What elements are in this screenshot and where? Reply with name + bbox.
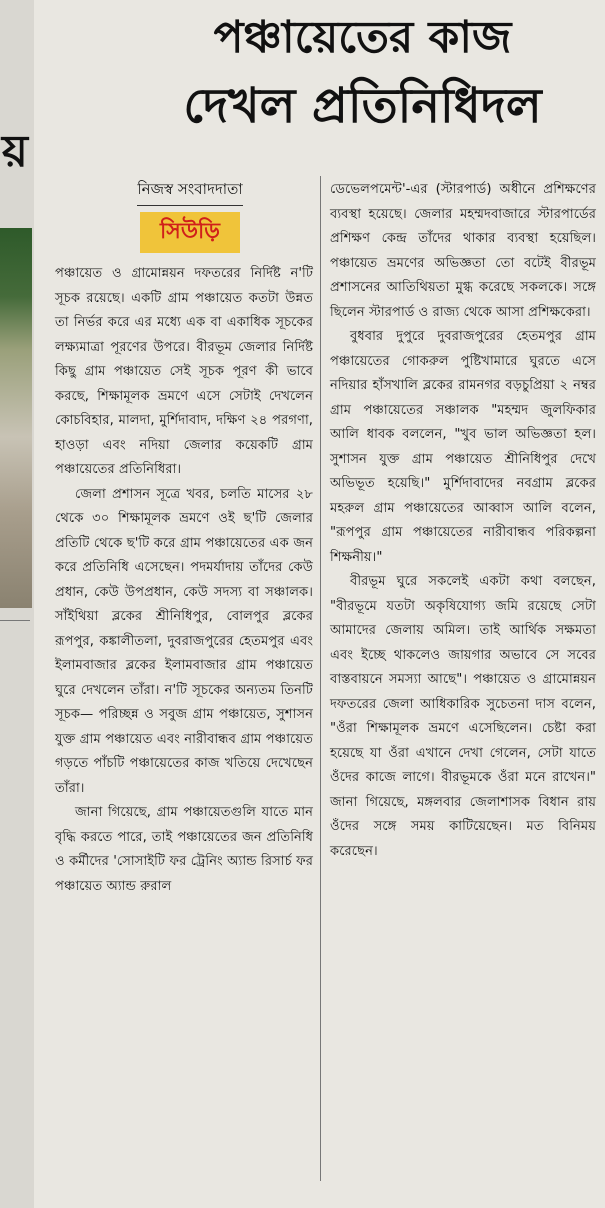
byline (110, 178, 270, 253)
paragraph: জানা গিয়েছে, গ্রাম পঞ্চায়েতগুলি যাতে মান বৃদ্ধি করতে পারে, তাই পঞ্চায়েতের জন প্রতিনিধি ও কর্মীদের 'সোসাইটি ফর ট্রেনিং অ্যান্ড রিসার্চ ফর পঞ্চায়েত অ্যান্ড রুরাল (55, 805, 313, 894)
adjacent-article-strip (0, 0, 34, 1208)
paragraph: বীরভূম ঘুরে সকলেই একটা কথা বলছেন, "বীরভূমে যতটা অকৃষিযোগ্য জমি রয়েছে সেটা আমাদের জেলায় অমিল। তাই আর্থিক সক্ষমতা এবং ইচ্ছে থাকলেও জায়গার অভাবে সে সবের বাস্তবায়নে সমস্যা আছে"। পঞ্চায়েত ও গ্রামোন্নয়ন দফতরের জেলা আধিকারিক সুচেতনা দাস বলেন, "ওঁরা শিক্ষামূলক ভ্রমণে এসেছিলেন। চেষ্টা করা হয়েছে যা ওঁরা এখানে দেখা গেলেন, সেটা যাতে ওঁদের কাজে লাগে। বীরভূমকে ওঁরা মনে রাখেন।" জানা গিয়েছে, মঙ্গলবার জেলাশাসক বিধান রায় ওঁদের সঙ্গে সময় কাটিয়েছেন। মত বিনিময় করেছেন। (330, 574, 596, 859)
paragraph: ডেভেলপমেন্ট'-এর (স্টারপার্ড) অধীনে প্রশিক্ষণের ব্যবস্থা হয়েছে। জেলার মহম্মদবাজারে স্টারপার্ডের প্রশিক্ষণ কেন্দ্র তাঁদের থাকার ব্যবস্থা হয়েছিল। পঞ্চায়েত ভ্রমণের অভিজ্ঞতা তো বটেই বীরভূম প্রশাসনের আতিথিয়তা মুগ্ধ করেছে সকলকে। সঙ্গে ছিলেন স্টারপার্ড ও রাজ্য থেকে আসা প্রশিক্ষকেরা। (330, 182, 596, 320)
adjacent-caption-rule (0, 620, 30, 661)
article-column-right (330, 178, 596, 864)
reporter-credit: নিজস্ব সংবাদদাতা (137, 178, 242, 206)
adjacent-headline-fragment: য় (2, 126, 28, 177)
paragraph: পঞ্চায়েত ও গ্রামোন্নয়ন দফতরের নির্দিষ্ট ন'টি সূচক রয়েছে। একটি গ্রাম পঞ্চায়েত কতটা উন্নত তা নির্ভর করে এর মধ্যে এক বা একাধিক সূচকের লক্ষ্যমাত্রা পূরণের উপরে। বীরভূম জেলার নির্দিষ্ট কিছু গ্রাম পঞ্চায়েত সেই সূচক পূরণ কী ভাবে করছে, শিক্ষামূলক ভ্রমণে এসে সেটাই দেখলেন কোচবিহার, মালদা, মুর্শিদাবাদ, দক্ষিণ ২৪ পরগণা, হাওড়া এবং নদিয়া জেলার কয়েকটি গ্রাম পঞ্চায়েতের প্রতিনিধিরা। (55, 266, 313, 477)
headline-line-2: দেখল প্রতিনিধিদল (183, 78, 542, 134)
paragraph: জেলা প্রশাসন সূত্রে খবর, চলতি মাসের ২৮ থেকে ৩০ শিক্ষামূলক ভ্রমণে ওই ছ'টি জেলার প্রতিটি থেকে ছ'টি করে গ্রাম পঞ্চায়েতের এক জন করে প্রতিনিধি এসেছেন। পদমর্যাদায় তাঁদের কেউ প্রধান, কেউ উপপ্রধান, কেউ সদস্য বা সঞ্চালক। সাঁইথিয়া ব্লকের শ্রীনিধিপুর, বোলপুর ব্লকের রূপপুর, কঙ্কালীতলা, দুবরাজপুরের হেতমপুর এবং ইলামবাজার ব্লকের ইলামবাজার গ্রাম পঞ্চায়েত ঘুরে দেখলেন তাঁরা। ন'টি সূচকের অন্যতম তিনটি সূচক— পরিচ্ছন্ন ও সবুজ গ্রাম পঞ্চায়েত, সুশাসন যুক্ত গ্রাম পঞ্চায়েত এবং নারীবান্ধব গ্রাম পঞ্চায়েত গড়তে পাঁচটি পঞ্চায়েতের কাজ খতিয়ে দেখেছেন তাঁরা। (55, 486, 313, 796)
adjacent-photo (0, 228, 32, 608)
dateline-badge: সিউড়ি (140, 212, 240, 253)
paragraph: বুধবার দুপুরে দুবরাজপুরের হেতমপুর গ্রাম পঞ্চায়েতের গোকরুল পুষ্টিখামারে ঘুরতে এসে নদিয়ার হাঁসখালি ব্লকের রামনগর বড়চুপ্রিয়া ২ নম্বর গ্রাম পঞ্চায়েতের সঞ্চালক "মহম্মদ জুলফিকার আলি ধাবক বললেন, "খুব ভাল অভিজ্ঞতা হল। সুশাসন যুক্ত গ্রাম পঞ্চায়েত শ্রীনিধিপুর দেখে অভিভূত হয়েছি।" মুর্শিদাবাদের নবগ্রাম ব্লকের মহরুল গ্রাম পঞ্চায়েতের আব্বাস আলি বলেন, "রূপপুর গ্রাম পঞ্চায়েতের নারীবান্ধব পরিকল্পনা শিক্ষনীয়।" (330, 329, 596, 565)
headline-line-1: পঞ্চায়েতের কাজ (213, 12, 512, 63)
article-column-left (55, 262, 313, 899)
column-divider (320, 176, 321, 1181)
headline (90, 4, 605, 140)
